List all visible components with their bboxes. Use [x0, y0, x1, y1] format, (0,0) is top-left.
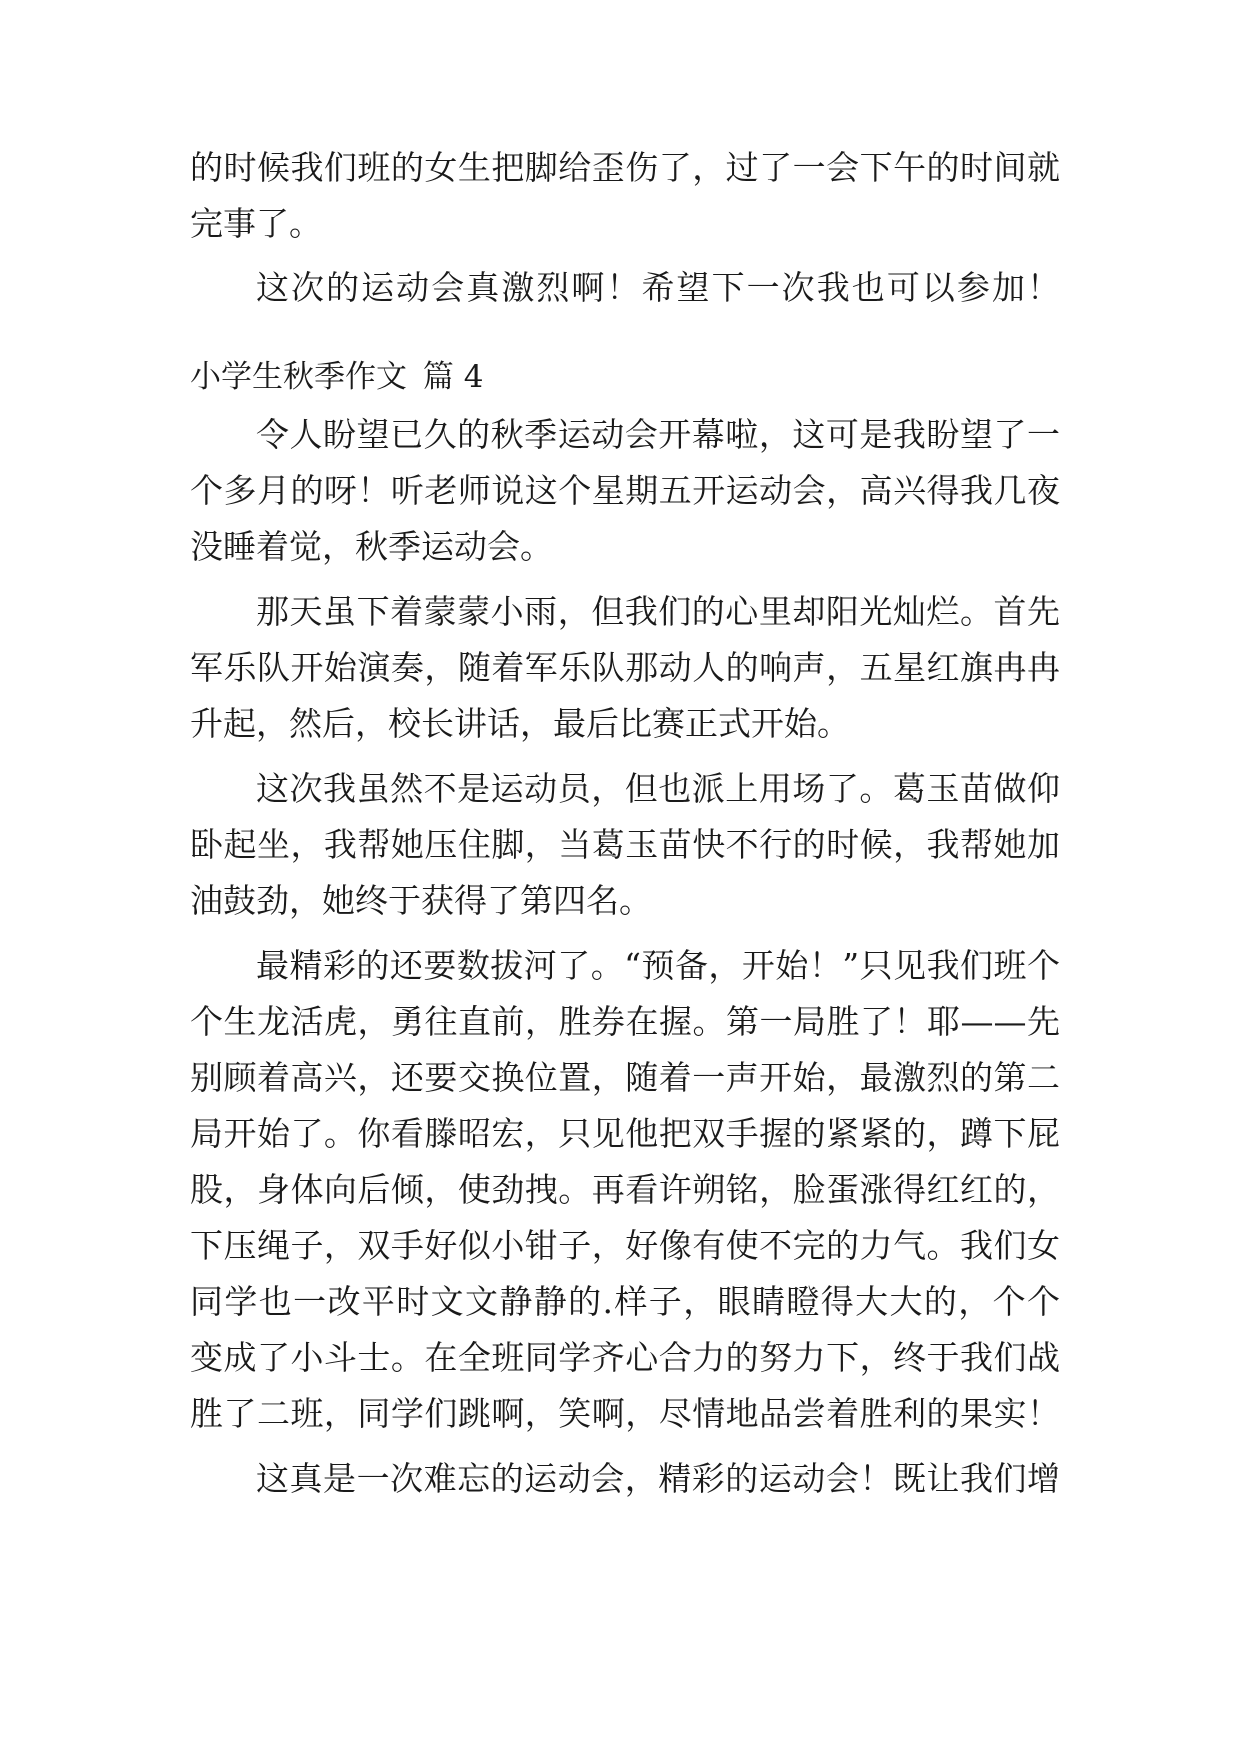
paragraph-4-line-6: 下压绳子，双手好似小钳子，好像有使不完的力气。我们女: [190, 1226, 1060, 1265]
section-title: 小学生秋季作文: [190, 359, 407, 395]
closing-paragraph: 这次的运动会真激烈啊！希望下一次我也可以参加！: [256, 268, 1060, 307]
paragraph-4-line-4: 局开始了。你看滕昭宏，只见他把双手握的紧紧的，蹲下屁: [190, 1114, 1060, 1153]
paragraph-1-line-1: 令人盼望已久的秋季运动会开幕啦，这可是我盼望了一: [256, 415, 1060, 454]
section-label: 篇: [422, 359, 454, 395]
paragraph-4-line-7: 同学也一改平时文文静静的.样子，眼睛瞪得大大的，个个: [190, 1282, 1060, 1321]
paragraph-1-line-2: 个多月的呀！听老师说这个星期五开运动会，高兴得我几夜: [190, 471, 1060, 510]
paragraph-4-line-8: 变成了小斗士。在全班同学齐心合力的努力下，终于我们战: [190, 1338, 1060, 1377]
section-heading: [190, 355, 1060, 399]
paragraph-2-line-2: 军乐队开始演奏，随着军乐队那动人的响声，五星红旗冉冉: [190, 648, 1060, 687]
paragraph-4-line-2: 个生龙活虎，勇往直前，胜券在握。第一局胜了！耶——先: [190, 1002, 1060, 1041]
section-number: 4: [463, 359, 484, 395]
paragraph-4-line-3: 别顾着高兴，还要交换位置，随着一声开始，最激烈的第二: [190, 1058, 1060, 1097]
paragraph-2-line-3: 升起，然后，校长讲话，最后比赛正式开始。: [190, 704, 850, 743]
text-line: 完事了。: [190, 204, 322, 243]
paragraph-3-line-2: 卧起坐，我帮她压住脚，当葛玉苗快不行的时候，我帮她加: [190, 825, 1060, 864]
paragraph-1-line-3: 没睡着觉，秋季运动会。: [190, 527, 553, 566]
paragraph-4-line-9: 胜了二班，同学们跳啊，笑啊，尽情地品尝着胜利的果实！: [190, 1394, 1060, 1433]
paragraph-2-line-1: 那天虽下着蒙蒙小雨，但我们的心里却阳光灿烂。首先: [256, 592, 1060, 631]
paragraph-4-line-5: 股，身体向后倾，使劲拽。再看许朔铭，脸蛋涨得红红的，: [190, 1170, 1060, 1209]
paragraph-3-line-3: 油鼓劲，她终于获得了第四名。: [190, 881, 652, 920]
paragraph-3-line-1: 这次我虽然不是运动员，但也派上用场了。葛玉苗做仰: [256, 769, 1060, 808]
paragraph-5-line-1: 这真是一次难忘的运动会，精彩的运动会！既让我们增: [256, 1459, 1060, 1498]
text-line: 的时候我们班的女生把脚给歪伤了，过了一会下午的时间就: [190, 148, 1060, 187]
paragraph-4-line-1: 最精彩的还要数拔河了。“预备，开始！”只见我们班个: [256, 946, 1060, 985]
